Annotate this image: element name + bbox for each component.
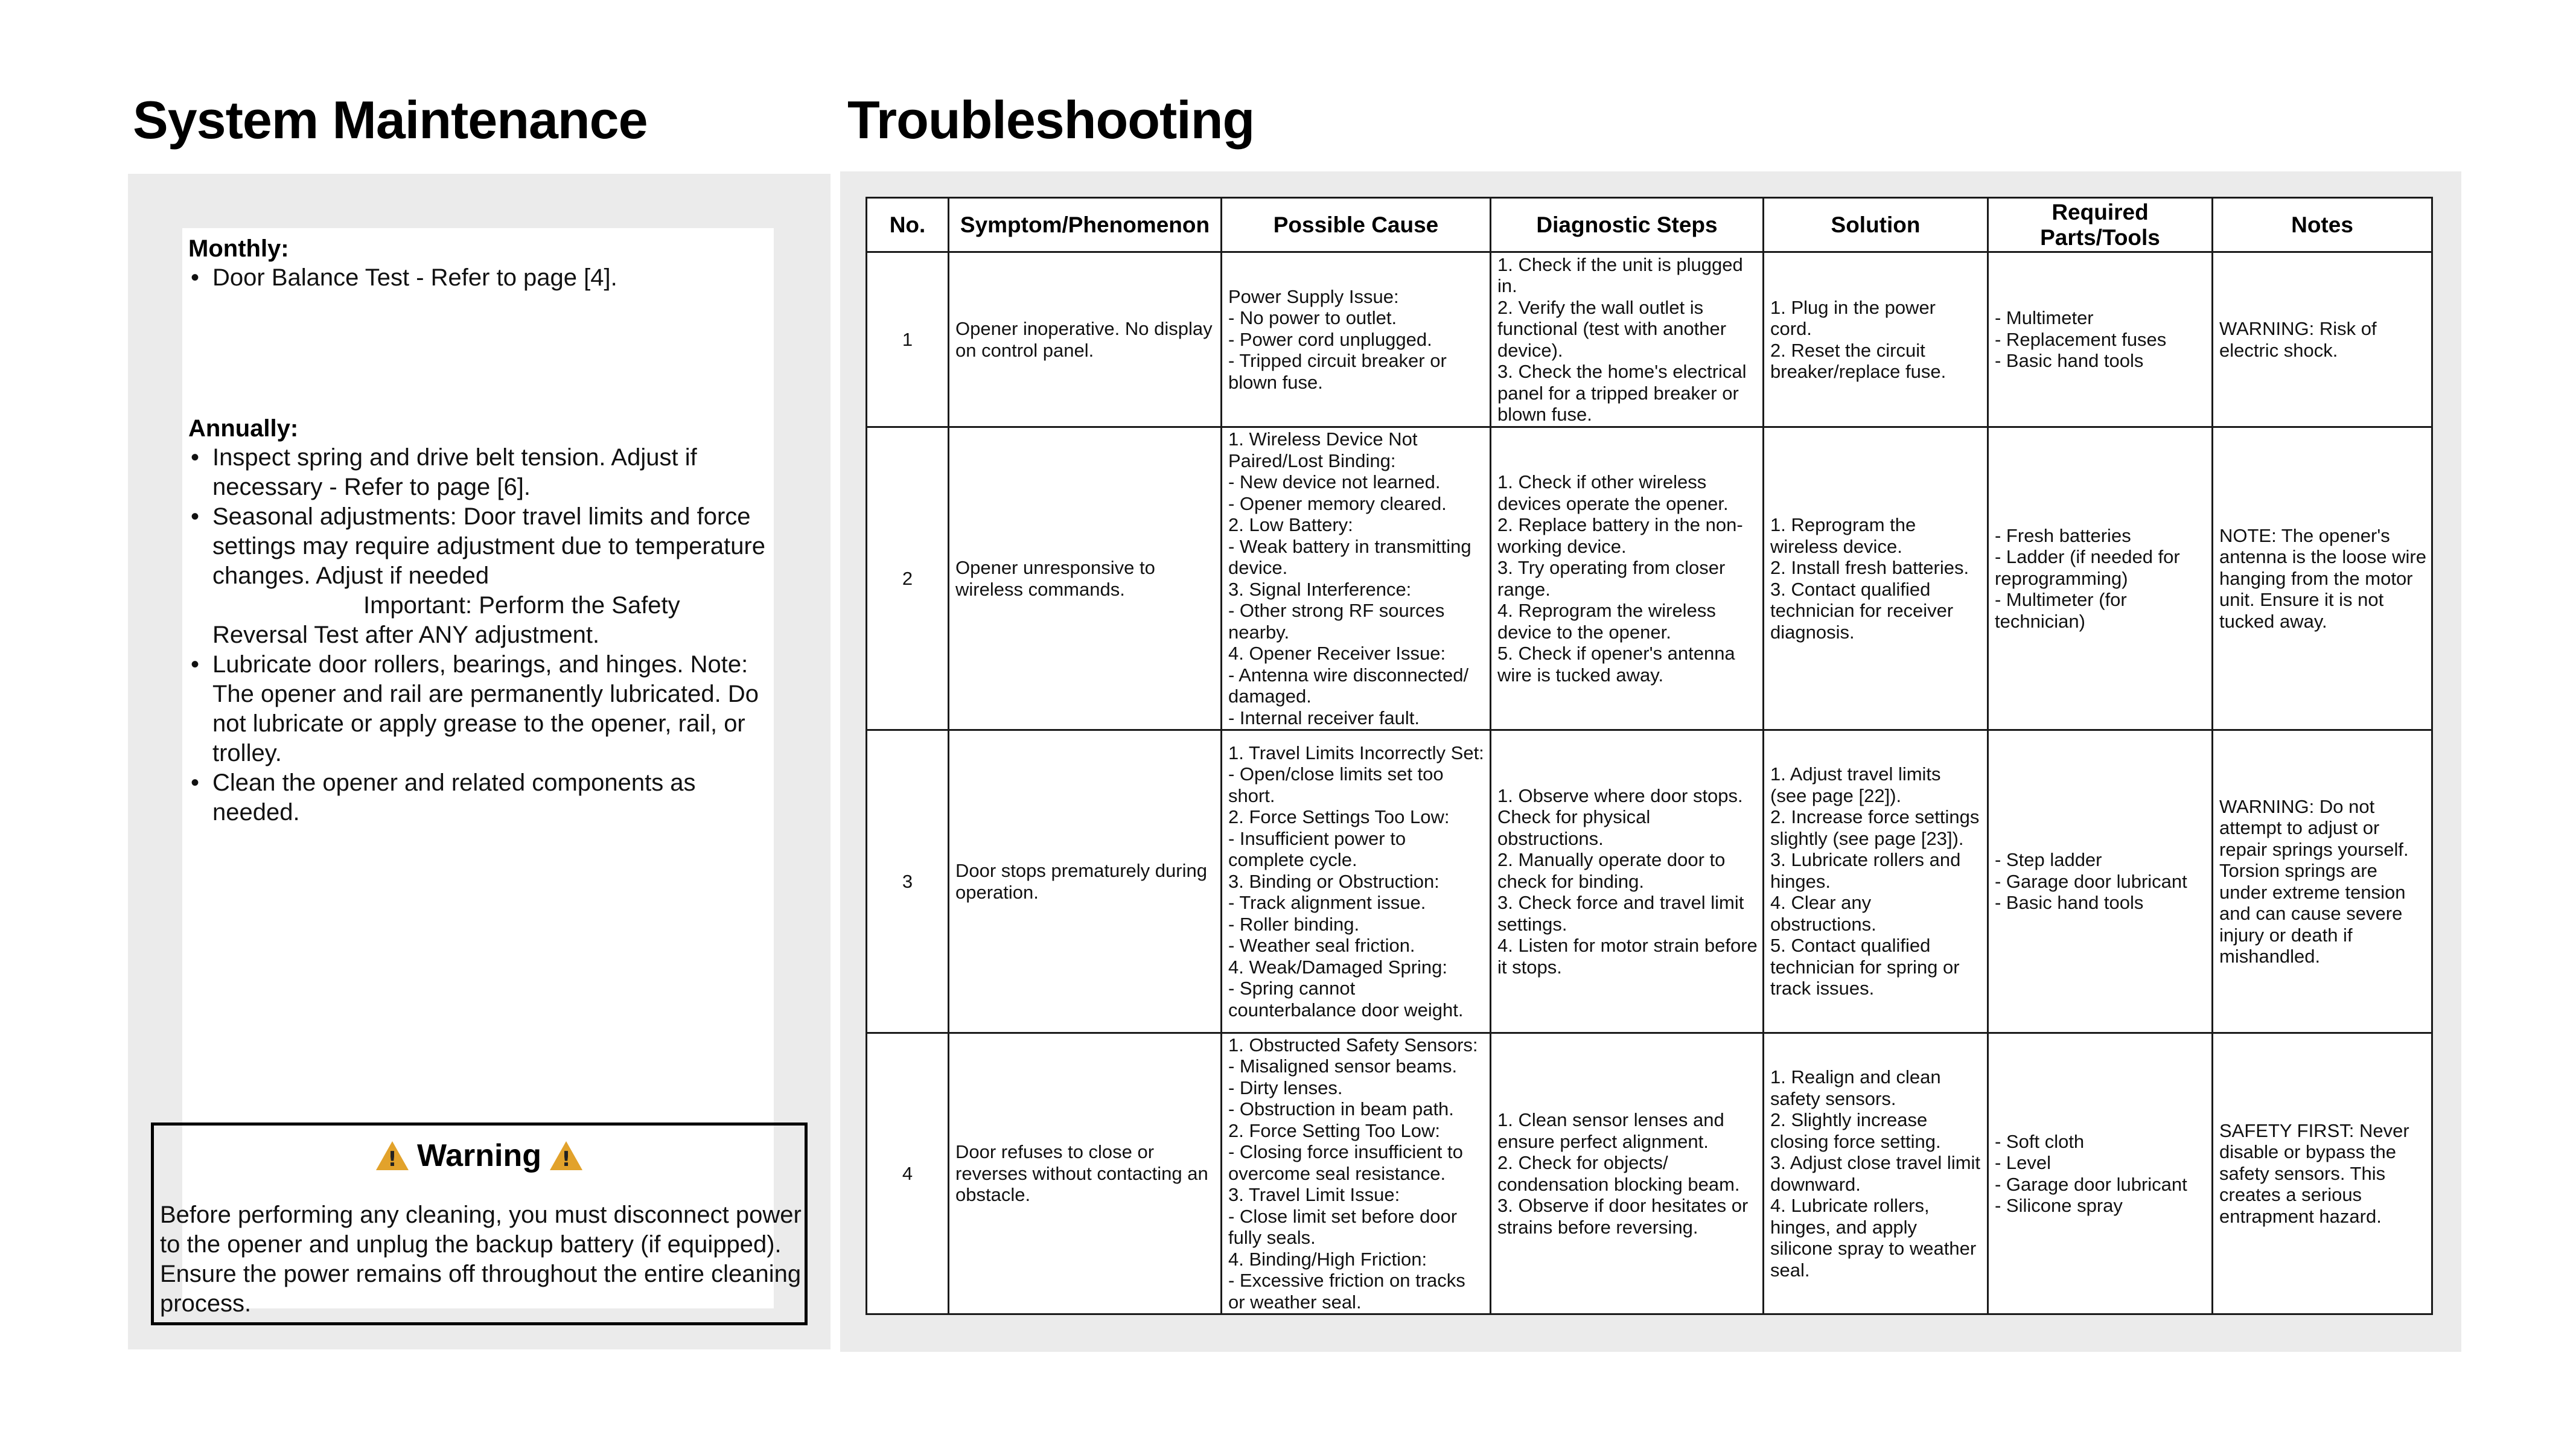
warning-icon — [550, 1141, 582, 1170]
annually-item — [188, 502, 768, 650]
cell-no: 2 — [867, 427, 949, 730]
cell-notes: SAFETY FIRST: Never disable or bypass the safety sensors. This creates a serious entrapment hazard. — [2213, 1033, 2432, 1314]
warning-header — [154, 1138, 805, 1174]
annually-item-important: Important: Perform the Safety — [363, 592, 680, 619]
cell-solution: 1. Adjust travel limits (see page [22]). 2. Increase force settings slightly (see page [23]). 3. Lubricate rollers and hinges. 4. Clear any obstructions. 5. Contact qualified technician for spring or track issues. — [1764, 730, 1988, 1033]
annually-item: • Inspect spring and drive belt tension. Adjust if necessary - Refer to page [6]. — [188, 443, 768, 502]
monthly-label: Monthly: — [188, 235, 289, 262]
annually-item: • Clean the opener and related components as needed. — [188, 768, 768, 827]
table-row — [867, 427, 2432, 730]
troubleshooting-panel — [840, 171, 2461, 1352]
monthly-list — [188, 263, 768, 293]
cell-parts: - Multimeter - Replacement fuses - Basic hand tools — [1988, 252, 2213, 427]
cell-parts: - Step ladder - Garage door lubricant - Basic hand tools — [1988, 730, 2213, 1033]
table-row — [867, 252, 2432, 427]
cell-notes: WARNING: Do not attempt to adjust or repair springs yourself. Torsion springs are under extreme tension and can cause severe injury or death if mishandled. — [2213, 730, 2432, 1033]
table-row — [867, 730, 2432, 1033]
cell-no: 1 — [867, 252, 949, 427]
system-maintenance-title: System Maintenance — [133, 90, 648, 150]
annually-item-text: Seasonal adjustments: Door travel limits and force settings may require adjustment due to temperature changes. Adjust if needed — [212, 503, 766, 589]
cell-notes: NOTE: The opener's antenna is the loose wire hanging from the motor unit. Ensure it is not tucked away. — [2213, 427, 2432, 730]
cell-diagnostic: 1. Observe where door stops. Check for physical obstructions. 2. Manually operate door to check for binding. 3. Check force and travel limit settings. 4. Listen for motor strain before it stops. — [1491, 730, 1764, 1033]
header-notes: Notes — [2213, 198, 2432, 252]
annually-list — [188, 443, 768, 827]
warning-text: Before performing any cleaning, you must disconnect power to the opener and unplug the backup battery (if equipped). Ensure the power remains off throughout the entire cleaning process. — [160, 1202, 802, 1317]
header-cause: Possible Cause — [1222, 198, 1491, 252]
annually-label: Annually: — [188, 415, 299, 442]
troubleshooting-title: Troubleshooting — [847, 90, 1255, 150]
troubleshooting-table — [866, 197, 2433, 1315]
cell-no: 4 — [867, 1033, 949, 1314]
warning-box — [151, 1123, 808, 1325]
header-parts: Required Parts/Tools — [1988, 198, 2213, 252]
cell-symptom: Opener inoperative. No display on control panel. — [949, 252, 1222, 427]
cell-cause: 1. Wireless Device Not Paired/Lost Binding: - New device not learned. - Opener memory cleared. 2. Low Battery: - Weak battery in transmitting device. 3. Signal Interference: - Other strong RF sources nearby. 4. Opener Receiver Issue: - Antenna wire disconnected/ damaged. - Internal receiver fault. — [1222, 427, 1491, 730]
annually-item: • Lubricate door rollers, bearings, and hinges. Note: The opener and rail are permanently lubricated. Do not lubricate or apply grease to the opener, rail, or trolley. — [188, 650, 768, 768]
cell-cause: 1. Obstructed Safety Sensors: - Misaligned sensor beams. - Dirty lenses. - Obstruction in beam path. 2. Force Setting Too Low: - Closing force insufficient to overcome seal resistance. 3. Travel Limit Issue: - Close limit set before door fully seals. 4. Binding/High Friction: - Excessive friction on tracks or weather seal. — [1222, 1033, 1491, 1314]
header-diagnostic: Diagnostic Steps — [1491, 198, 1764, 252]
cell-parts: - Soft cloth - Level - Garage door lubricant - Silicone spray — [1988, 1033, 2213, 1314]
cell-diagnostic: 1. Clean sensor lenses and ensure perfect alignment. 2. Check for objects/ condensation blocking beam. 3. Observe if door hesitates or strains before reversing. — [1491, 1033, 1764, 1314]
cell-parts: - Fresh batteries - Ladder (if needed for reprogramming) - Multimeter (for technician) — [1988, 427, 2213, 730]
cell-no: 3 — [867, 730, 949, 1033]
cell-solution: 1. Plug in the power cord. 2. Reset the circuit breaker/replace fuse. — [1764, 252, 1988, 427]
annually-item-continuation: Reversal Test after ANY adjustment. — [212, 622, 600, 648]
header-no: No. — [867, 198, 949, 252]
table-row — [867, 1033, 2432, 1314]
table-header-row — [867, 198, 2432, 252]
monthly-item: • Door Balance Test - Refer to page [4]. — [188, 263, 768, 293]
cell-cause: Power Supply Issue: - No power to outlet. - Power cord unplugged. - Tripped circuit breaker or blown fuse. — [1222, 252, 1491, 427]
cell-symptom: Opener unresponsive to wireless commands. — [949, 427, 1222, 730]
cell-solution: 1. Realign and clean safety sensors. 2. Slightly increase closing force setting. 3. Adjust close travel limit downward. 4. Lubricate rollers, hinges, and apply silicone spray to weather seal. — [1764, 1033, 1988, 1314]
cell-symptom: Door refuses to close or reverses without contacting an obstacle. — [949, 1033, 1222, 1314]
cell-symptom: Door stops prematurely during operation. — [949, 730, 1222, 1033]
cell-diagnostic: 1. Check if other wireless devices operate the opener. 2. Replace battery in the non-working device. 3. Try operating from closer range. 4. Reprogram the wireless device to the opener. 5. Check if opener's antenna wire is tucked away. — [1491, 427, 1764, 730]
cell-solution: 1. Reprogram the wireless device. 2. Install fresh batteries. 3. Contact qualified technician for receiver diagnosis. — [1764, 427, 1988, 730]
warning-icon — [376, 1141, 409, 1170]
header-solution: Solution — [1764, 198, 1988, 252]
warning-title: Warning — [416, 1138, 542, 1173]
cell-cause: 1. Travel Limits Incorrectly Set: - Open/close limits set too short. 2. Force Settings Too Low: - Insufficient power to complete cycle. 3. Binding or Obstruction: - Track alignment issue. - Roller binding. - Weather seal friction. 4. Weak/Damaged Spring: - Spring cannot counterbalance door weight. — [1222, 730, 1491, 1033]
header-symptom: Symptom/Phenomenon — [949, 198, 1222, 252]
cell-notes: WARNING: Risk of electric shock. — [2213, 252, 2432, 427]
cell-diagnostic: 1. Check if the unit is plugged in. 2. Verify the wall outlet is functional (test with another device). 3. Check the home's electrical panel for a tripped breaker or blown fuse. — [1491, 252, 1764, 427]
